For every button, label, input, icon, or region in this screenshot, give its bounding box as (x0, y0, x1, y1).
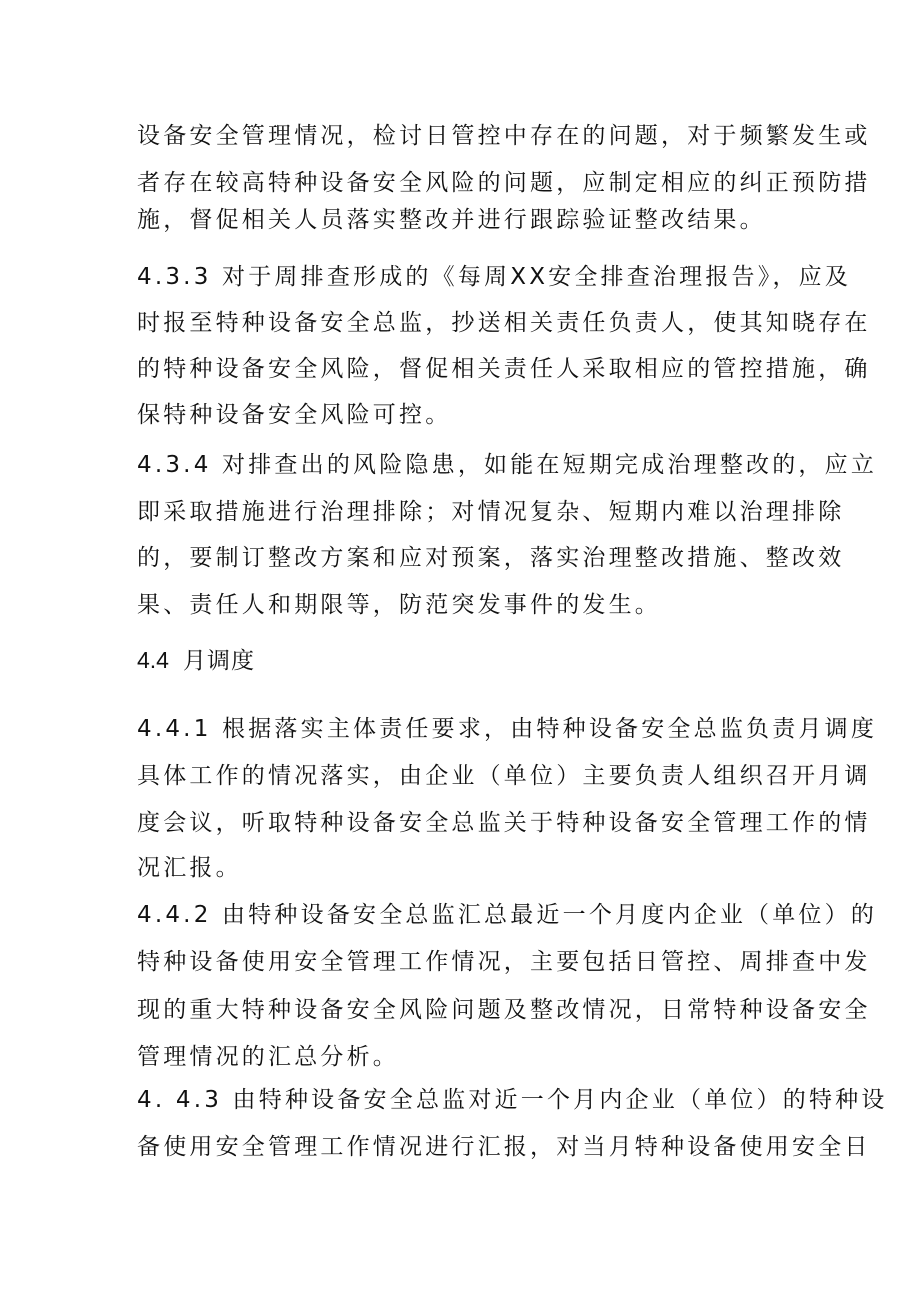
body-line: 具体工作的情况落实，由企业（单位）主要负责人组织召开月调 (137, 763, 871, 789)
body-line: 特种设备使用安全管理工作情况，主要包括日管控、周排查中发 (137, 949, 871, 975)
body-line: 况汇报。 (137, 855, 242, 881)
clause-4-4-3-line: 4. 4.3 由特种设备安全总监对近一个月内企业（单位）的特种设 (137, 1087, 888, 1113)
body-line: 施，督促相关人员落实整改并进行跟踪验证整改结果。 (137, 207, 766, 233)
body-line: 备使用安全管理工作情况进行汇报，对当月特种设备使用安全日 (137, 1134, 871, 1160)
body-line: 设备安全管理情况，检讨日管控中存在的问题，对于频繁发生或 (137, 123, 871, 149)
section-number: 4.4 (137, 647, 169, 673)
body-line: 即采取措施进行治理排除；对情况复杂、短期内难以治理排除 (137, 499, 845, 525)
body-line: 管理情况的汇总分析。 (137, 1044, 399, 1070)
body-line: 的特种设备安全风险，督促相关责任人采取相应的管控措施，确 (137, 356, 871, 382)
clause-4-3-4-line: 4.3.4 对排查出的风险隐患，如能在短期完成治理整改的，应立 (137, 452, 878, 478)
body-line: 的，要制订整改方案和应对预案，落实治理整改措施、整改效 (137, 545, 845, 571)
body-line: 保特种设备安全风险可控。 (137, 402, 452, 428)
body-line: 现的重大特种设备安全风险问题及整改情况，日常特种设备安全 (137, 997, 871, 1023)
body-line: 度会议，听取特种设备安全总监关于特种设备安全管理工作的情 (137, 810, 871, 836)
clause-4-4-2-line: 4.4.2 由特种设备安全总监汇总最近一个月度内企业（单位）的 (137, 902, 878, 928)
clause-4-3-3-line: 4.3.3 对于周排查形成的《每周XX安全排查治理报告》，应及 (137, 264, 852, 290)
clause-4-4-1-line: 4.4.1 根据落实主体责任要求，由特种设备安全总监负责月调度 (137, 716, 878, 742)
body-line: 果、责任人和期限等，防范突发事件的发生。 (137, 592, 661, 618)
section-heading-4-4 (137, 645, 797, 675)
body-line: 者存在较高特种设备安全风险的问题，应制定相应的纠正预防措 (137, 170, 871, 196)
body-line: 时报至特种设备安全总监，抄送相关责任负责人，使其知晓存在 (137, 310, 871, 336)
section-title: 月调度 (183, 647, 255, 673)
